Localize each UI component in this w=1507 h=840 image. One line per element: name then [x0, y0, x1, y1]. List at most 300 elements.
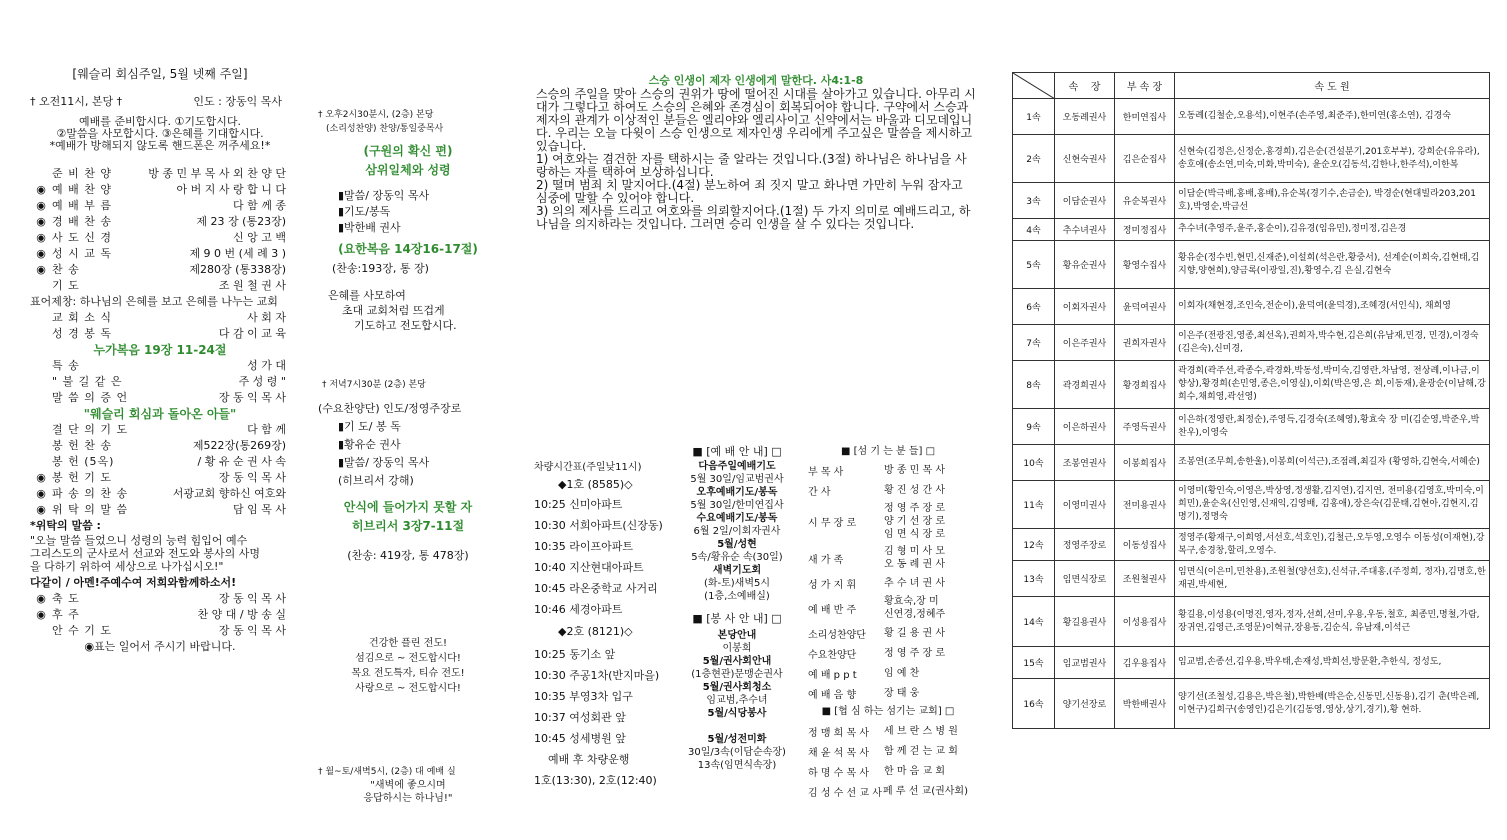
order-item-label: 성 경 봉 독	[52, 327, 112, 340]
class-subleader: 유순복권사	[1115, 183, 1175, 219]
order-item-detail: 제280장 (통338장)	[189, 263, 286, 276]
bus-stop: 10:30 서희아파트(신장동)	[534, 519, 663, 532]
info-line: 5월/식당봉사	[707, 708, 767, 719]
staff-name-line: 정 영 주 장 로	[884, 647, 946, 659]
header-members: 속 도 원	[1175, 73, 1490, 99]
evening-items: ▮기 도/ 봉 독 ▮황유순 권사 ▮말씀/ 장동익 목사 (히브리서 강해)	[338, 420, 430, 487]
staff-name	[884, 627, 968, 640]
table-row	[1013, 647, 1490, 679]
info-line: 5월/성현	[717, 539, 757, 550]
staff-name	[884, 484, 968, 497]
table-row	[1013, 219, 1490, 241]
staff-list	[808, 444, 968, 801]
order-item-detail: 조 원 철 권 사	[218, 279, 286, 292]
order-item-label: 사 도 신 경	[52, 231, 112, 244]
afternoon-leader: (소리성찬양) 찬양/통일중목사	[326, 124, 444, 134]
bus-stop: 10:35 부영3차 입구	[534, 690, 633, 703]
bus-stop: 10:25 동기소 앞	[534, 648, 616, 661]
info-line: 5월/권사회청소	[702, 682, 772, 693]
order-item-detail: 사 회 자	[247, 311, 286, 324]
evening-hymn: (찬송: 419장, 통 478장)	[347, 549, 469, 562]
staff-name	[884, 545, 968, 571]
order-of-service-5	[30, 591, 290, 639]
class-leader: 황길용권사	[1055, 597, 1115, 647]
staff-role: 예 배 p p t	[808, 669, 857, 681]
class-number: 13속	[1013, 561, 1055, 597]
order-row	[30, 502, 290, 518]
order-item-detail: 담 임 목 사	[233, 503, 286, 516]
class-members: 임교범,손종선,김우용,박우태,손재성,박희선,방문환,추한식, 정성도,	[1175, 647, 1490, 679]
order-item-detail: 제 9 0 번 (세 례 3 )	[189, 247, 286, 260]
class-members: 이은주(전광진,영종,최선옥),권희자,박수현,김은희(유남재,민경, 민경),이경숙(김은숙),신미경,	[1175, 325, 1490, 361]
class-number: 14속	[1013, 597, 1055, 647]
staff-role: 정 맹 희 목 사	[808, 727, 870, 739]
order-item-label: 경 배 찬 송	[52, 215, 112, 228]
class-members-table	[1012, 72, 1490, 729]
bus-schedule	[534, 460, 674, 791]
class-leader: 이담순권사	[1055, 183, 1115, 219]
class-leader: 신현숙권사	[1055, 135, 1115, 183]
class-members: 이영미(황인숙,이영은,박상영,정생활,김지연),김지연, 전미용(김영호,박미숙,이희민),윤순옥(신인영,신재익,김영배, 김홍애),장은숙(김문태,김현아,김현지,김명기),정명숙	[1175, 481, 1490, 529]
staff-name-line: 장 태 웅	[884, 687, 920, 699]
class-subleader: 김은순집사	[1115, 135, 1175, 183]
order-item-detail: 신 앙 고 백	[233, 231, 286, 244]
class-number: 6속	[1013, 289, 1055, 325]
worship-info-heading: ■ [예 배 안 내] □	[692, 445, 782, 458]
class-subleader: 전미용권사	[1115, 481, 1175, 529]
order-item-label: 말 씀 의 증 언	[52, 391, 129, 404]
table-row	[1013, 99, 1490, 135]
standing-mark: ◉	[36, 247, 46, 260]
staff-name-line: 페 루 선 교(권사회)	[883, 785, 968, 797]
response-line: 다같이 / 아멘!주예수여 저희와함께하소서!	[30, 576, 237, 589]
table-row	[1013, 135, 1490, 183]
class-subleader: 주영득권사	[1115, 409, 1175, 445]
info-line: 5월/권사회안내	[702, 656, 772, 667]
table-row	[1013, 361, 1490, 409]
class-members: 이은하(정영란,최정순),주영득,김경숙(조혜영),황효숙 장 미(김순영,박준우,박찬우),이영숙	[1175, 409, 1490, 445]
info-line: 5월/성전미화	[707, 734, 767, 745]
staff-name	[884, 745, 968, 758]
staff-name	[884, 647, 968, 660]
info-line: 13속(임면식속장)	[697, 760, 777, 771]
order-item-detail: 제 23 장 (통23장)	[196, 215, 286, 228]
order-item-label: 예 배 부 름	[52, 199, 112, 212]
bus-stop: 10:40 지산현대아파트	[534, 561, 644, 574]
info-line: (1층현관)문맹순권사	[691, 669, 783, 680]
evening-sermon-title: 안식에 들어가지 못할 자	[343, 500, 473, 514]
staff-name	[883, 785, 968, 798]
bus-stop: 10:46 세경아파트	[534, 603, 623, 616]
staff-row	[808, 543, 968, 573]
info-line: 새벽기도회	[712, 565, 762, 576]
bus-stop: 10:37 여성회관 앞	[534, 711, 626, 724]
standing-mark: ◉	[36, 608, 46, 621]
bus-stop: 10:45 라온중학교 사거리	[534, 582, 658, 595]
class-leader: 황유순권사	[1055, 241, 1115, 289]
table-row	[1013, 289, 1490, 325]
order-item-detail: 다 감 이 교 육	[218, 327, 286, 340]
info-line: 5월 30일/임교범권사	[690, 474, 784, 485]
class-number: 1속	[1013, 99, 1055, 135]
staff-heading: ■ [섬 기 는 분 들] □	[840, 446, 936, 457]
table-row	[1013, 481, 1490, 529]
order-row	[30, 182, 290, 198]
afternoon-items: ▮말씀/ 장동익 목사 ▮기도/봉독 ▮박한배 권사	[338, 189, 430, 234]
order-row	[30, 310, 290, 326]
info-line: 이봉희	[722, 643, 752, 654]
header-diagonal-line	[1013, 73, 1055, 99]
class-members: 신현숙(김정은,신정순,홍경희),김은순(건설분기,201호부부), 강희순(유유라),송호애(송소연,미숙,미화,박미숙), 윤순오(김동석,김한나,한주석),이한복	[1175, 135, 1490, 183]
order-item-detail: 방 종 민 부 목 사 외 찬 양 단	[148, 167, 286, 180]
bus-schedule-title: 차량시간표(주일낮11시)	[534, 462, 642, 473]
table-row	[1013, 561, 1490, 597]
bus-stop: 10:45 성세병원 앞	[534, 732, 626, 745]
class-leader: 조봉연권사	[1055, 445, 1115, 481]
class-number: 15속	[1013, 647, 1055, 679]
standing-mark: ◉	[36, 263, 46, 276]
order-row	[30, 246, 290, 262]
staff-name	[884, 464, 968, 477]
class-leader: 임교범권사	[1055, 647, 1115, 679]
standing-mark: ◉	[36, 503, 46, 516]
order-item-detail: 장 동 익 목 사	[218, 391, 286, 404]
sermon-point-2: 2) 떨며 범죄 치 말지어다.(4절) 분노하여 죄 짓지 말고 화나면 가만히 누워 잠자고 심중에 말할 수 있어야 합니다.	[536, 178, 963, 205]
staff-row	[808, 721, 968, 741]
class-number: 16속	[1013, 679, 1055, 729]
afternoon-time: † 오후2시30분시, (2층) 본당	[318, 110, 434, 120]
evening-leader: (수요찬양단) 인도/정영주장로	[318, 402, 462, 415]
standing-mark	[30, 390, 52, 406]
sermon-point-3: 3) 의의 제사를 드리고 여호와를 의뢰할지어다.(1절) 두 가지 의미로 예배드리고, 하나님을 의지하라는 것입니다. 그러면 승리 인생을 살 수 있다는 것입니다.	[536, 204, 971, 231]
order-row	[30, 214, 290, 230]
afternoon-service	[318, 108, 498, 333]
order-of-service	[30, 166, 290, 294]
class-members: 황유순(정수빈,현민,신재준),이설희(석은란,황중서), 선계순(이희숙,김현태,김지향,양현희),양금록(이광일,진),황영수,김 은실,김현숙	[1175, 241, 1490, 289]
order-item-label: 준 비 찬 양	[52, 167, 112, 180]
staff-row	[808, 500, 968, 543]
staff-name	[884, 725, 968, 738]
class-leader: 정영주장로	[1055, 529, 1115, 561]
class-subleader: 윤덕여권사	[1115, 289, 1175, 325]
order-item-label: 파 송 의 찬 송	[52, 487, 129, 500]
staff-row	[808, 663, 968, 683]
class-members: 이회자(채현경,조인숙,전순이),윤덕여(윤덕경),조혜경(서인식), 채희영	[1175, 289, 1490, 325]
staff-name-line: 정 영 주 장 로	[884, 503, 946, 514]
order-row	[30, 166, 290, 182]
order-item-detail: 주 성 령 "	[238, 375, 286, 388]
staff-name-line: 추 수 녀 권 사	[884, 577, 946, 589]
order-item-label: 봉 헌 찬 송	[52, 439, 112, 452]
class-subleader: 이동성집사	[1115, 529, 1175, 561]
info-line: (화-토)새벽5시	[703, 578, 771, 589]
order-row	[30, 470, 290, 486]
class-subleader: 황경희집사	[1115, 361, 1175, 409]
bus2-stops	[534, 644, 674, 791]
class-number: 2속	[1013, 135, 1055, 183]
staff-name-line: 임 예 찬	[884, 667, 920, 679]
wednesday-service	[318, 376, 498, 565]
order-item-detail: 다 함 께	[247, 423, 286, 436]
afternoon-series-title: (구원의 확신 편)	[363, 144, 453, 158]
commission-label: *위탁의 말씀 :	[30, 519, 101, 532]
staff-role: 간 사	[808, 486, 831, 498]
standing-mark	[30, 278, 52, 294]
order-row	[30, 438, 290, 454]
staff-name	[884, 502, 968, 541]
sermon-title: "웨슬리 회심과 돌아온 아들"	[83, 407, 237, 421]
order-item-label: 봉 헌 (5옥)	[52, 455, 115, 468]
header-leader: 속 장	[1055, 73, 1115, 99]
info-line: 5속/황유순 속(30일)	[691, 552, 783, 563]
morning-service-column	[30, 66, 290, 655]
order-row	[30, 374, 290, 390]
table-row	[1013, 597, 1490, 647]
order-item-label: 안 수 기 도	[52, 624, 112, 637]
staff-row	[808, 761, 968, 781]
afternoon-scripture: (요한복음 14장16-17절)	[338, 242, 478, 256]
class-leader: 추수녀권사	[1055, 219, 1115, 241]
footer-note: ◉표는 일어서 주시기 바랍니다.	[84, 640, 236, 653]
staff-role: 새 가 족	[808, 554, 844, 566]
class-subleader: 박한배권사	[1115, 679, 1175, 729]
staff-role: 성 가 지 휘	[808, 579, 857, 591]
class-number: 12속	[1013, 529, 1055, 561]
service-info-heading: ■ [봉 사 안 내] □	[692, 612, 782, 625]
order-of-service-2	[30, 310, 290, 342]
staff-role: 채 윤 석 목 사	[808, 747, 870, 759]
dawn-service: † 월~토/새벽5시, (2층) 대 예배 실 "새벽에 좋으시며 응답하시는 하나님!"	[318, 767, 456, 804]
class-number: 4속	[1013, 219, 1055, 241]
standing-mark: ◉	[36, 215, 46, 228]
order-row	[30, 358, 290, 374]
order-item-detail: 성 가 대	[247, 359, 286, 372]
order-item-label: 후 주	[52, 608, 80, 621]
standing-mark	[30, 374, 52, 390]
staff-role: 하 명 수 목 사	[808, 767, 870, 779]
class-leader: 곽경희권사	[1055, 361, 1115, 409]
staff-name-line: 오 동 례 권 사	[884, 559, 946, 570]
class-members: 추수녀(추영주,윤주,홍순이),김유경(임유민),정미정,김은경	[1175, 219, 1490, 241]
afternoon-closing: 은혜를 사모하여 초대 교회처럼 뜨겁게 기도하고 전도합시다.	[328, 289, 457, 332]
bus-stop: 1호(13:30), 2호(12:40)	[534, 774, 657, 787]
class-members: 조봉연(조무희,송한울),이봉희(이석근),조점례,최길자 (황영하,김현숙,서혜순)	[1175, 445, 1490, 481]
class-number: 9속	[1013, 409, 1055, 445]
info-line: 5월 30일/한미연집사	[690, 500, 784, 511]
order-item-label: 예 배 찬 양	[52, 183, 112, 196]
table-row	[1013, 445, 1490, 481]
order-row	[30, 454, 290, 470]
header-subleader: 부 속 장	[1115, 73, 1175, 99]
order-row	[30, 486, 290, 502]
table-row	[1013, 241, 1490, 289]
order-item-label: 특 송	[52, 359, 80, 372]
order-row	[30, 591, 290, 607]
bus2-label: ◆2호 (8121)◇	[558, 625, 633, 638]
staff-name-line: 황 진 성 간 사	[884, 484, 946, 496]
staff-role: 소리성찬양단	[808, 629, 866, 641]
order-item-detail: 찬 양 대 / 방 송 실	[197, 608, 286, 621]
staff-role: 김 성 수 선 교 사	[808, 787, 882, 799]
staff-name-line: 황효숙,장 미	[884, 596, 939, 607]
info-line: (1층,소예배실)	[704, 591, 770, 602]
class-subleader: 권희자권사	[1115, 325, 1175, 361]
order-item-detail: 다 함 께 종	[233, 199, 286, 212]
staff-name-line: 임 면 식 장 로	[884, 529, 946, 540]
service-intro: 예배를 준비합시다. ①기도합시다. ②말씀을 사모합시다. ③은혜를 기대합시다. *예배가 방해되지 않도록 핸드폰은 꺼주세요!*	[49, 116, 271, 152]
order-item-detail: 제522장(통269장)	[192, 439, 286, 452]
class-number: 7속	[1013, 325, 1055, 361]
bus1-label: ◆1호 (8585)◇	[558, 478, 633, 491]
staff-name	[884, 687, 968, 700]
class-members: 정영주(황재구,이희영,서선호,석호인),김철근,오두영,오영수 이동성(이재현),강복구,송경창,할리,오영수.	[1175, 529, 1490, 561]
order-of-service-3	[30, 358, 290, 406]
order-row	[30, 262, 290, 278]
standing-mark	[30, 422, 52, 438]
staff-role: 수요찬양단	[808, 649, 857, 661]
table-header-row	[1013, 73, 1490, 99]
bus-stop: 10:25 신미아파트	[534, 498, 623, 511]
order-row	[30, 326, 290, 342]
staff-row	[808, 573, 968, 593]
class-members: 양기선(조철성,김용은,박은철),박한배(박은순,신동민,신동용),김기 춘(박은례,이현구)김희구(송영인)김은기(김동영,영상,상기,경기),황 현하.	[1175, 679, 1490, 729]
sermon-column	[536, 74, 976, 231]
class-subleader: 한미연집사	[1115, 99, 1175, 135]
standing-mark: ◉	[36, 487, 46, 500]
class-leader: 이영미권사	[1055, 481, 1115, 529]
service-time: † 오전11시, 본당 †	[30, 95, 123, 108]
standing-mark: ◉	[36, 592, 46, 605]
header-diag	[1013, 73, 1055, 99]
sermon-point-1: 1) 여호와는 겸건한 자를 택하시는 줄 알라는 것입니다.(3절) 하나님은 하나님을 사랑하는 자를 택하여 보상하십니다.	[536, 152, 967, 179]
worship-info	[672, 444, 802, 772]
staff-name	[884, 577, 968, 590]
class-leader: 이은주권사	[1055, 325, 1115, 361]
info-line: 30일/3속(이담순속장)	[688, 747, 786, 758]
class-leader: 오동례권사	[1055, 99, 1115, 135]
column-sermon-title: 스승 인생이 제자 인생에게 말한다. 사4:1-8	[648, 74, 864, 87]
standing-mark	[30, 166, 52, 182]
class-leader: 이은하권사	[1055, 409, 1115, 445]
table-row	[1013, 409, 1490, 445]
service-leader: 인도 : 장동익 목사	[193, 95, 282, 108]
class-members: 황길용,이성용(이명진,영자,정자,선희,선미,우용,우동,철호, 최종민,명철,가람,장귀연,김영근,조영문)이혁규,장용동,김순식, 유남재,이석근	[1175, 597, 1490, 647]
order-row	[30, 623, 290, 639]
class-subleader: 정미정집사	[1115, 219, 1175, 241]
staff-row	[808, 683, 968, 703]
scripture-reference: 누가복음 19장 11-24절	[93, 343, 227, 357]
info-line: 6월 2일/이회자권사	[693, 526, 781, 537]
standing-mark: ◉	[36, 183, 46, 196]
order-row	[30, 198, 290, 214]
info-line: 수요예배기도/봉독	[696, 513, 778, 524]
staff-name	[884, 667, 968, 680]
staff-name-line: 세 브 란 스 병 원	[884, 725, 958, 737]
class-number: 8속	[1013, 361, 1055, 409]
info-line: 임교범,추수녀	[706, 695, 768, 706]
table-row	[1013, 529, 1490, 561]
order-item-label: 찬 송	[52, 263, 80, 276]
standing-mark	[30, 438, 52, 454]
staff-row	[808, 643, 968, 663]
evening-time: † 저녁7시30분 (2층) 본당	[322, 380, 426, 390]
order-of-service-4	[30, 422, 290, 518]
order-item-label: 축 도	[52, 592, 80, 605]
order-row	[30, 607, 290, 623]
order-row	[30, 390, 290, 406]
afternoon-sermon-title: 삼위일체와 성령	[365, 163, 451, 177]
info-line: 다음주일예배기도	[698, 461, 776, 472]
order-item-label: 교 회 소 식	[52, 311, 112, 324]
staff-row	[808, 623, 968, 643]
staff-role: 예 배 음 향	[808, 689, 857, 701]
class-members: 곽경희(곽주선,곽종수,곽경화,박동성,박미숙,김영란,차남영, 전상례,이나금,이향상),황경희(손민영,종은,이영실),이회(박은영,은 희,이동재),윤광순(이남해,강희수,채희영,곽선영)	[1175, 361, 1490, 409]
order-item-label: 결 단 의 기 도	[52, 423, 129, 436]
order-item-detail: 장 동 익 목 사	[218, 592, 286, 605]
standing-mark: ◉	[36, 199, 46, 212]
staff-name-line: 함 께 걷 는 교 회	[884, 745, 958, 757]
staff-role: 예 배 반 주	[808, 604, 857, 616]
staff-name-line: 김 형 미 사 모	[884, 546, 946, 557]
bus-stop: 10:30 주공1차(반지마을)	[534, 669, 660, 682]
order-item-detail: 아 버 지 사 랑 합 니 다	[176, 183, 286, 196]
class-subleader: 황영수집사	[1115, 241, 1175, 289]
order-item-detail: 장 동 익 목 사	[218, 624, 286, 637]
class-leader: 양기선장로	[1055, 679, 1115, 729]
bus1-stops	[534, 494, 674, 620]
afternoon-hymn: (찬송:193장, 통 장)	[332, 262, 429, 275]
class-leader: 임면식장로	[1055, 561, 1115, 597]
motto-line: 표어제창: 하나님의 은혜를 보고 은혜를 나누는 교회	[30, 295, 278, 308]
class-number: 11속	[1013, 481, 1055, 529]
standing-mark	[30, 454, 52, 470]
order-item-detail: / 황 유 순 권 사 속	[197, 455, 286, 468]
table-row	[1013, 183, 1490, 219]
staff-name-line: 한 마 음 교 회	[884, 765, 946, 777]
class-members: 이담순(박극배,홍배,홍배),유순복(경기수,손금순), 박경순(현대빌라203,201호),박영순,박금선	[1175, 183, 1490, 219]
church-heading: ■ [협 심 하는 섬기는 교회] □	[821, 706, 955, 717]
order-row	[30, 230, 290, 246]
staff-row	[808, 593, 968, 623]
class-number: 3속	[1013, 183, 1055, 219]
class-subleader: 이성용집사	[1115, 597, 1175, 647]
order-item-detail: 서광교회 향하신 여호와	[172, 487, 286, 500]
staff-name-line: 방 종 민 목 사	[884, 464, 946, 476]
class-leader: 이회자권사	[1055, 289, 1115, 325]
staff-name	[884, 765, 968, 778]
staff-role: 시 무 장 로	[808, 518, 857, 529]
staff-row	[808, 781, 968, 801]
evening-scripture: 히브리서 3장7-11절	[351, 519, 465, 533]
bus-stop: 예배 후 차량운행	[548, 753, 630, 766]
class-number: 10속	[1013, 445, 1055, 481]
class-members: 오동례(김철순,오용석),이현주(손주영,최준주),한미연(홍소연), 김경숙	[1175, 99, 1490, 135]
order-item-label: 봉 헌 기 도	[52, 471, 112, 484]
info-line	[672, 720, 802, 733]
evangelism-slogan: 건강한 플린 전도! 섬김으로 ~ 전도합시다! 목요 전도특자, 티슈 전도! 사랑으로 ~ 전도합시다!	[351, 638, 465, 694]
order-item-label: 기 도	[52, 279, 80, 292]
staff-row	[808, 460, 968, 480]
class-members: 임면식(이은미,민찬용),조원철(양선호),신석규,주대홍,(주정희, 정자),김명호,한재권,박세현,	[1175, 561, 1490, 597]
order-item-label: 위 탁 의 말 씀	[52, 503, 129, 516]
staff-row	[808, 480, 968, 500]
staff-row	[808, 741, 968, 761]
class-subleader: 조원철권사	[1115, 561, 1175, 597]
order-row	[30, 422, 290, 438]
standing-mark	[30, 310, 52, 326]
sermon-paragraph: 스승의 주일을 맞아 스승의 권위가 땅에 떨어진 시대를 살아가고 있습니다. 아무리 시대가 그렇다고 하여도 스승의 은혜와 존경심이 회복되어야 합니다. 구약에서 스승과 제자의 관계가 이상적인 분들은 엘리야와 엘리사이고 신약에서는 바울과 디모데입니다. 우리는 오늘 다윗이 스승 인생으로 제자인생 우리에게 주고싶은 말씀을 제시하고 있습니다.	[536, 87, 976, 153]
info-line: 오후예배기도/봉독	[696, 487, 778, 498]
